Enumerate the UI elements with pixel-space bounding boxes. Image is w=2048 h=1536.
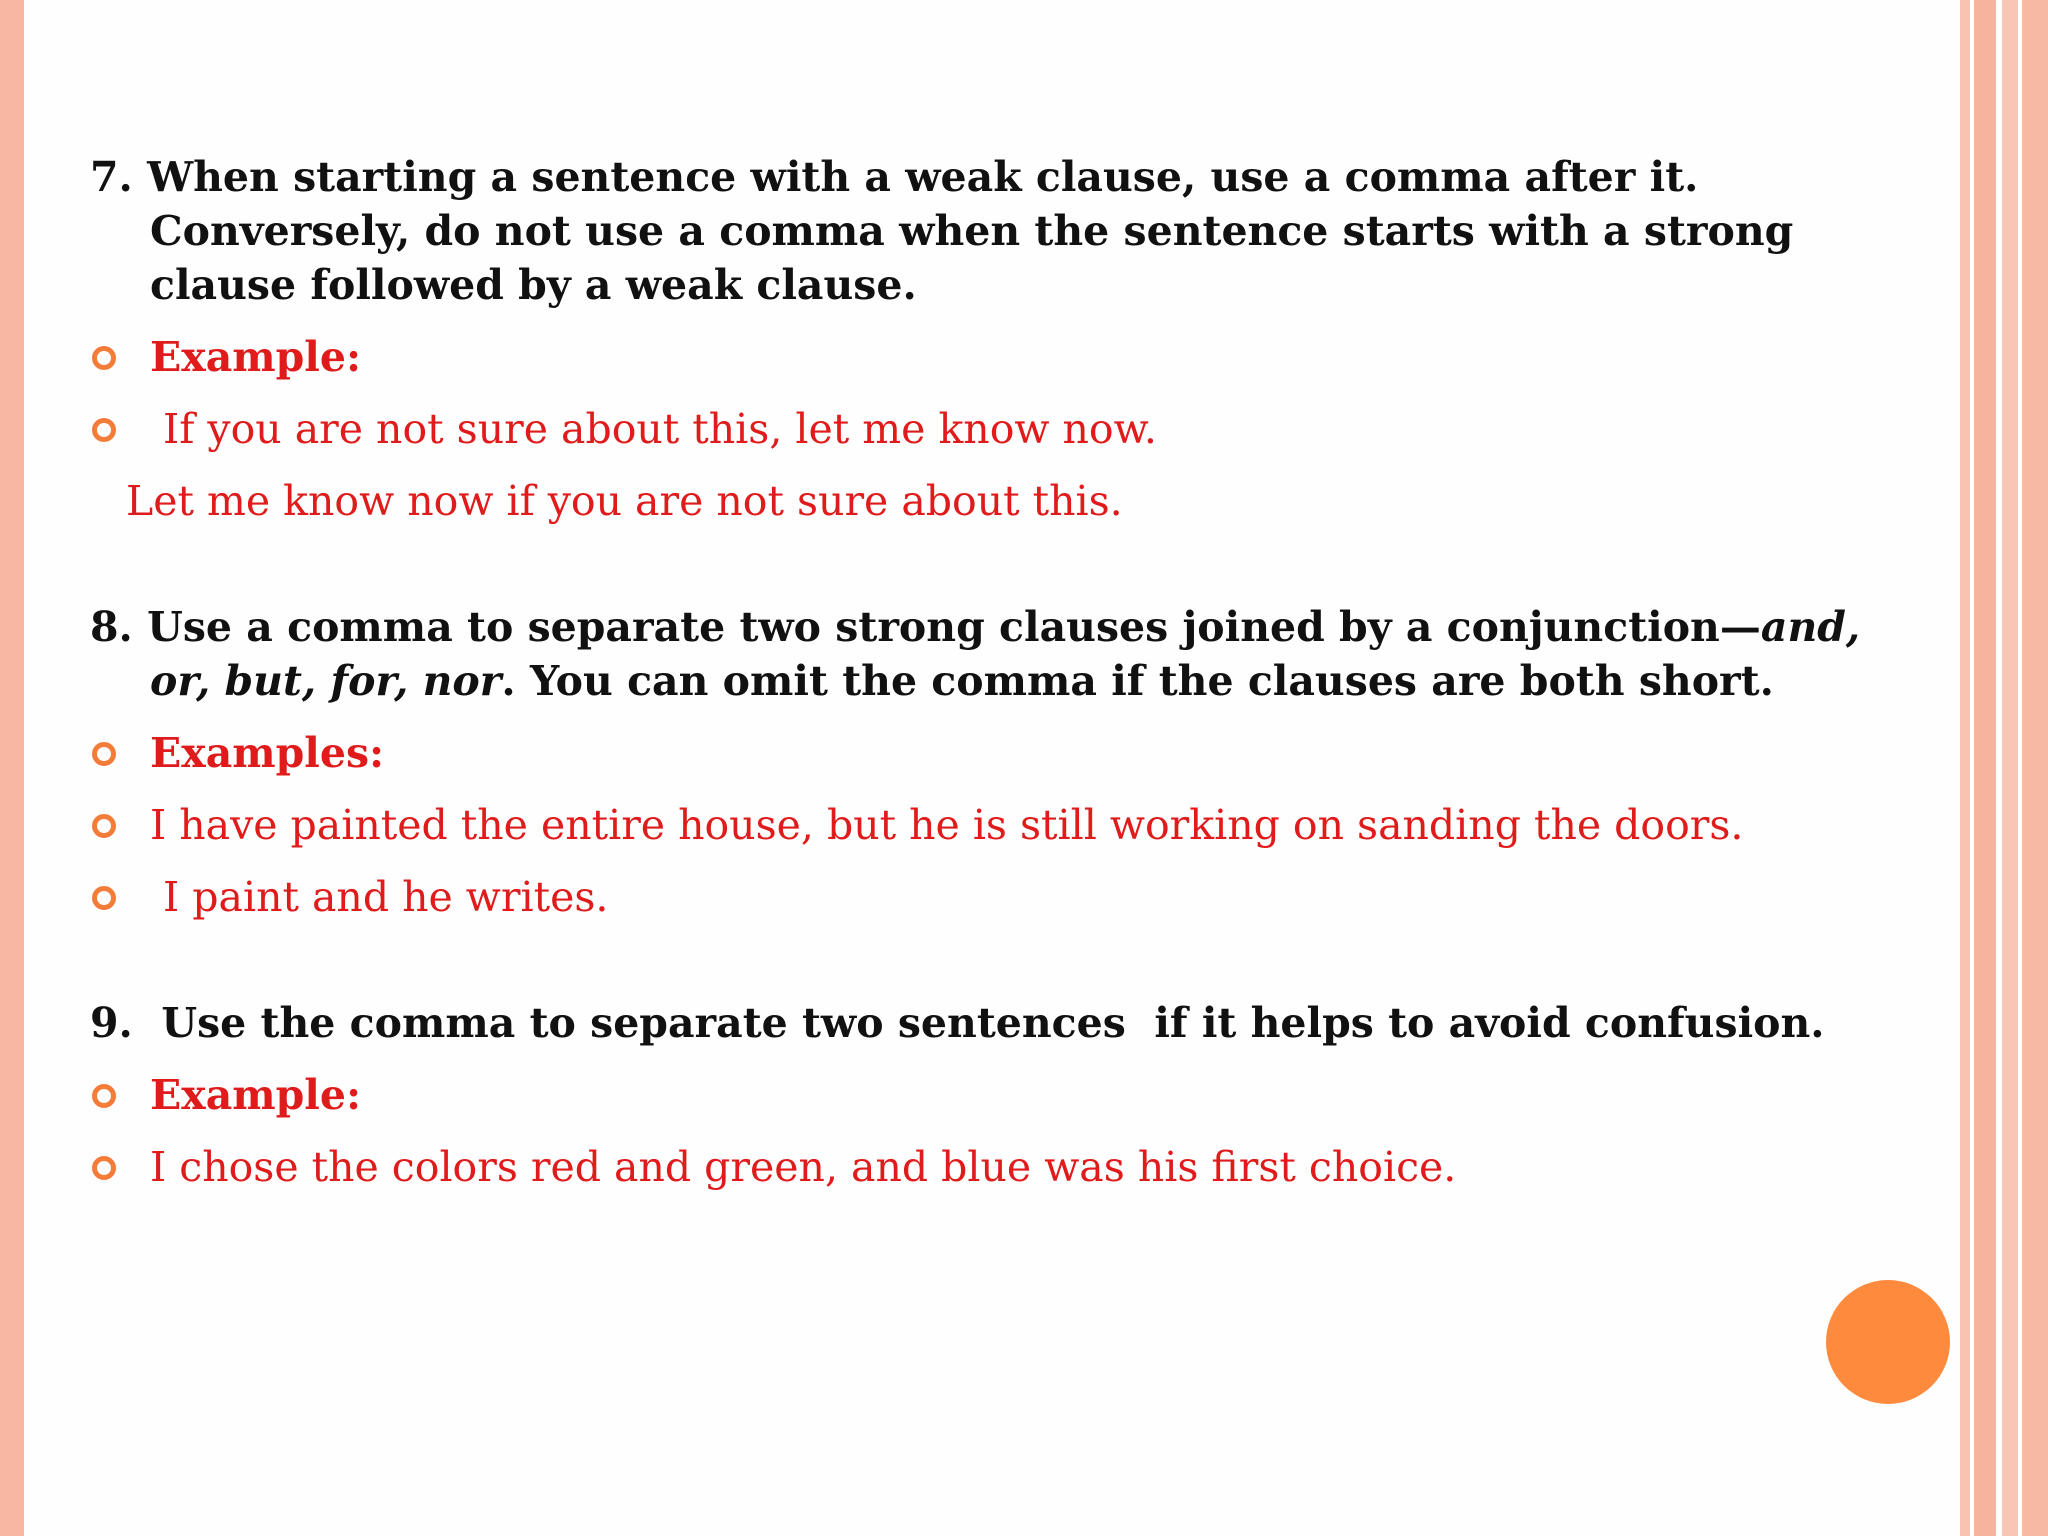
example-label: Examples: <box>150 729 385 777</box>
ring-bullet-icon <box>92 1084 116 1108</box>
list-item <box>90 1140 1930 1194</box>
rule-8-text <box>90 600 1930 708</box>
ring-bullet-icon <box>92 742 116 766</box>
rule-7-text: 7. When starting a sentence with a weak clause, use a comma after it. Conversely, do not use a comma when the sentence starts with a strong clause followed by a weak clause. <box>90 153 1794 309</box>
rule-9-text: 9. Use the comma to separate two sentences if it helps to avoid confusion. <box>90 999 1825 1047</box>
slide-content <box>90 150 1930 1194</box>
example-sentence-continued: Let me know now if you are not sure about this. <box>126 477 1123 525</box>
ring-bullet-icon <box>92 814 116 838</box>
left-border <box>0 0 24 1536</box>
ring-bullet-icon <box>92 418 116 442</box>
rule-8-end: . You can omit the comma if the clauses are both short. <box>501 657 1774 705</box>
list-item <box>90 870 1930 924</box>
list-item <box>90 726 1930 780</box>
ring-bullet-icon <box>92 346 116 370</box>
list-item <box>90 1068 1930 1122</box>
example-label: Example: <box>150 333 362 381</box>
list-item <box>90 330 1930 384</box>
example-sentence: If you are not sure about this, let me know now. <box>150 405 1157 453</box>
rule-8-conjunctions: and, or, but, for, nor <box>150 603 1861 705</box>
ring-bullet-icon <box>92 1156 116 1180</box>
orange-circle-decoration <box>1826 1280 1950 1404</box>
example-sentence: I paint and he writes. <box>150 873 609 921</box>
ring-bullet-icon <box>92 886 116 910</box>
example-label: Example: <box>150 1071 362 1119</box>
rule-8-main: 8. Use a comma to separate two strong clauses joined by a conjunction— <box>90 603 1761 651</box>
right-decorative-stripes <box>1960 0 2048 1536</box>
example-sentence: I chose the colors red and green, and blue was his first choice. <box>150 1143 1457 1191</box>
list-item <box>90 798 1930 852</box>
list-item <box>90 402 1930 456</box>
example-sentence: I have painted the entire house, but he is still working on sanding the doors. <box>150 801 1744 849</box>
